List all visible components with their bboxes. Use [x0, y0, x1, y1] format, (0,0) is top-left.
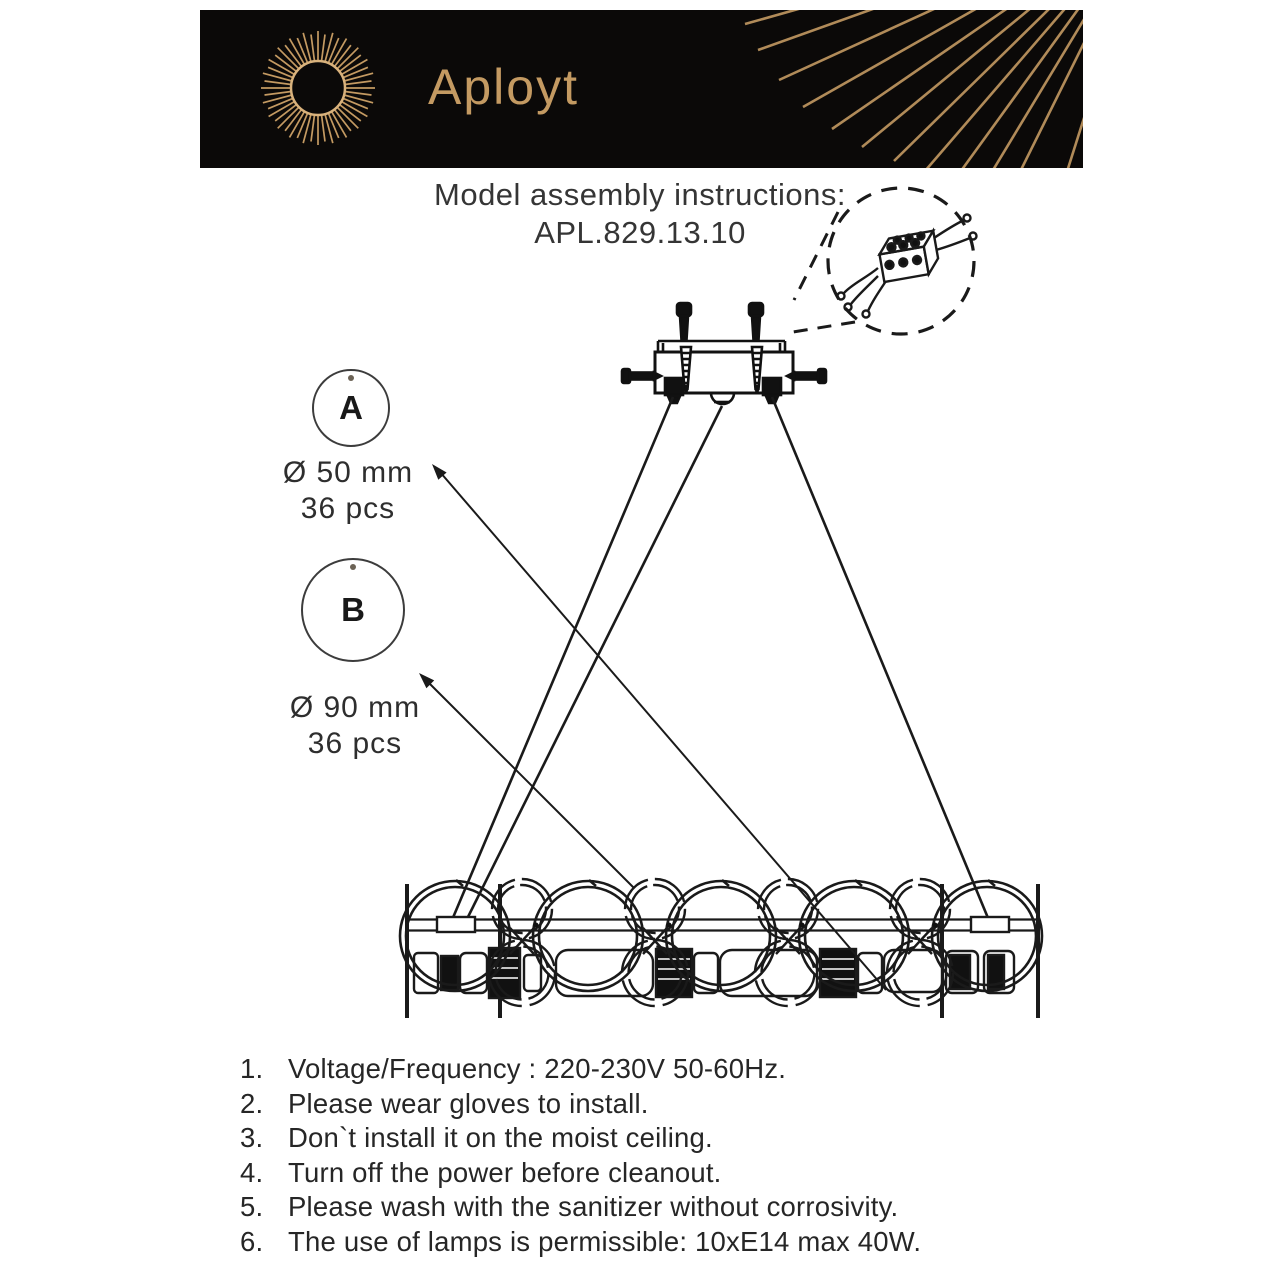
list-item-text: Please wash with the sanitizer without corrosivity.: [288, 1191, 899, 1223]
list-item-number: 6.: [240, 1225, 264, 1257]
part-a-diameter: Ø 50 mm: [282, 456, 414, 489]
chandelier-drawing: [400, 879, 1042, 1018]
cable-grip: [763, 378, 781, 395]
detail-bubble: [793, 188, 977, 334]
cable-grip: [665, 378, 683, 395]
model-code: APL.829.13.10: [534, 215, 746, 250]
list-item-text: Turn off the power before cleanout.: [288, 1156, 722, 1188]
list-item-text: Please wear gloves to install.: [288, 1087, 649, 1119]
list-item: [240, 1052, 1080, 1087]
list-item: [240, 1087, 1080, 1122]
list-item-number: 4.: [240, 1156, 264, 1188]
part-b-quantity: 36 pcs: [307, 727, 403, 760]
part-a-quantity: 36 pcs: [300, 492, 396, 525]
part-b-label: B: [341, 591, 365, 628]
ceiling-canopy: [622, 303, 826, 404]
list-item: [240, 1121, 1080, 1156]
part-b-badge: [301, 558, 405, 662]
wire-plate-right: [971, 917, 1009, 932]
mounting-screw-icon: [749, 303, 763, 340]
ring-hole-dot: [348, 375, 354, 381]
list-item-text: Don`t install it on the moist ceiling.: [288, 1122, 713, 1154]
list-item-number: 2.: [240, 1087, 264, 1119]
part-a-badge: [312, 369, 390, 447]
list-item: [240, 1190, 1080, 1225]
list-item-text: The use of lamps is permissible: 10xE14 max 40W.: [288, 1225, 922, 1257]
list-item-number: 5.: [240, 1191, 264, 1223]
list-item: [240, 1156, 1080, 1191]
suspension-wires: [452, 397, 988, 921]
part-b-diameter: Ø 90 mm: [289, 691, 421, 724]
mounting-screw-icon: [677, 303, 691, 340]
list-item: [240, 1225, 1080, 1260]
brand-wordmark: Aployt: [428, 59, 579, 115]
bar-dots: [534, 923, 938, 928]
ring-hole-dot: [350, 564, 356, 570]
title-line: Model assembly instructions:: [434, 177, 846, 212]
list-item-number: 3.: [240, 1122, 264, 1154]
instructions-list: [240, 1052, 1080, 1260]
wire-plate-left: [437, 917, 475, 932]
part-a-label: A: [339, 389, 363, 426]
list-item-text: Voltage/Frequency : 220-230V 50-60Hz.: [288, 1053, 787, 1084]
terminal-block-icon: [877, 230, 941, 282]
list-item-number: 1.: [240, 1053, 264, 1084]
